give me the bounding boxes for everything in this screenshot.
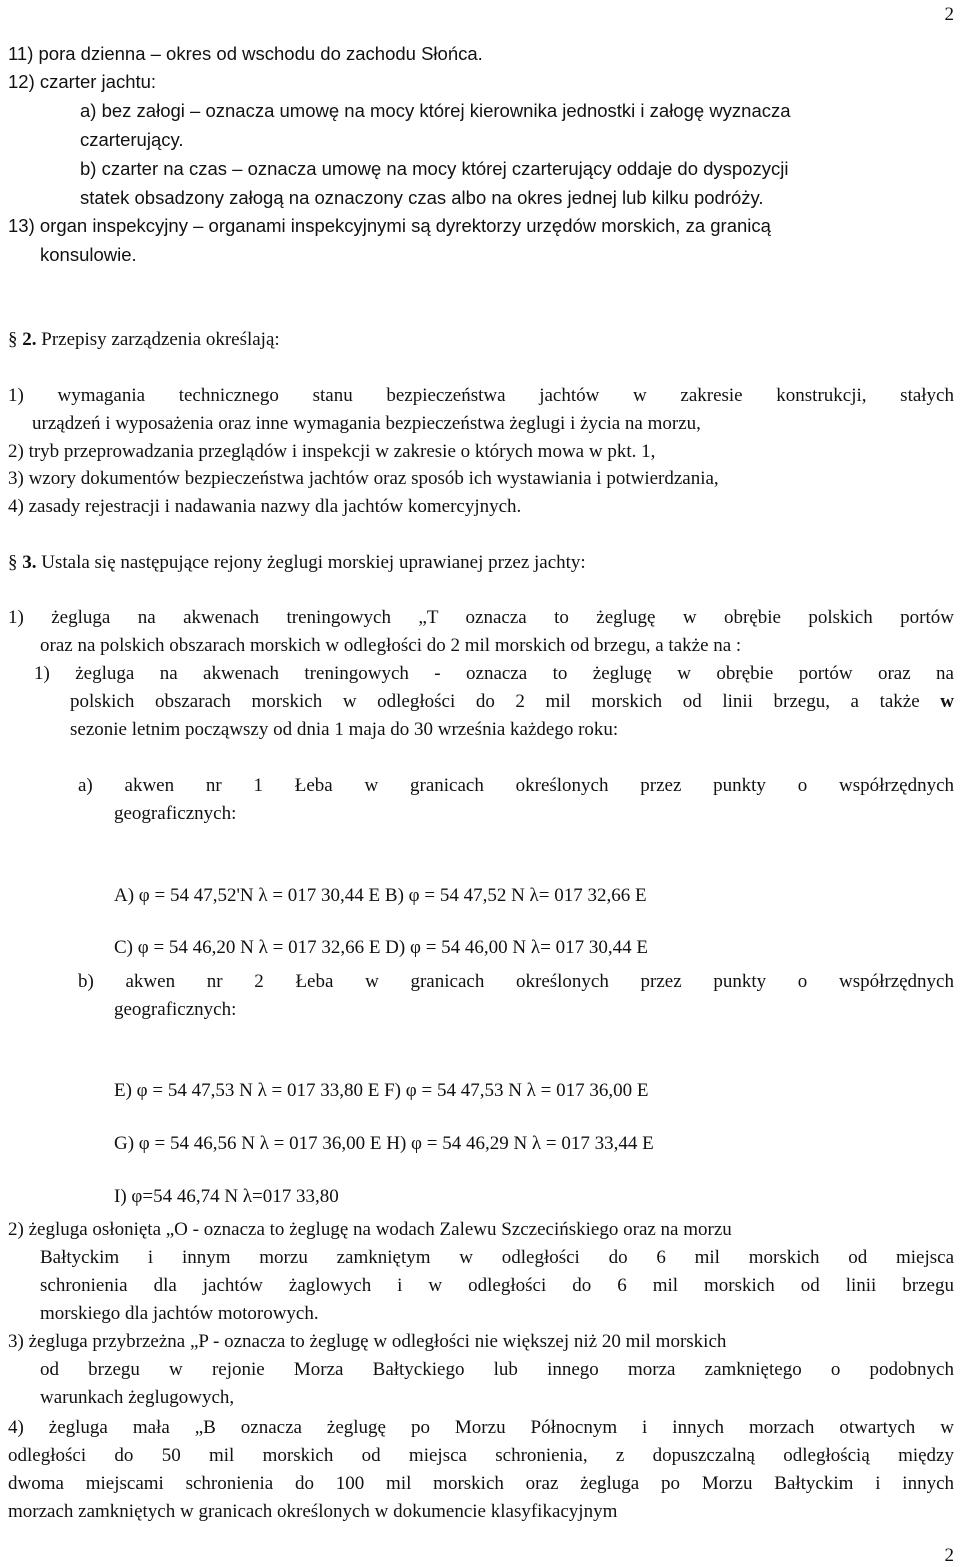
- definition-13-line2: konsulowie.: [40, 244, 137, 265]
- s3-point4-line4: morzach zamkniętych w granicach określonych w dokumencie klasyfikacyjnym: [8, 1501, 618, 1522]
- s3-point3-line2: od brzegu w rejonie Morza Bałtyckiego lub innego morza zamkniętego o podobnych: [40, 1359, 954, 1380]
- s3-point2-line3: schronienia dla jachtów żaglowych i w odległości do 6 mil morskich od linii brzegu: [40, 1275, 954, 1296]
- section-3-heading: [8, 551, 586, 575]
- s3-point4-line2: odległości do 50 mil morskich od miejsca schronienia, z dopuszczalną odległością między: [8, 1445, 954, 1466]
- s2-item4: 4) zasady rejestracji i nadawania nazwy dla jachtów komercyjnych.: [8, 496, 522, 517]
- definition-12a-line1: a) bez załogi – oznacza umowę na mocy której kierownika jednostki i załogę wyznacza: [80, 100, 791, 121]
- s3-point3-line3: warunkach żeglugowych,: [40, 1387, 235, 1408]
- s3-sub1-line3: sezonie letnim począwszy od dnia 1 maja do 30 września każdego roku:: [70, 719, 619, 740]
- section-number: 3.: [22, 552, 37, 573]
- definition-12b-line1: b) czarter na czas – oznacza umowę na mocy której czarterujący oddaje do dyspozycji: [80, 158, 789, 179]
- s3-sub1-line1: 1) żegluga na akwenach treningowych - oznacza to żeglugę w obrębie portów oraz na: [34, 663, 954, 684]
- s3-sub1-line2-bold: w: [940, 691, 954, 712]
- s3-point4-line3: dwoma miejscami schronienia do 100 mil morskich oraz żegluga po Morzu Bałtyckim i innych: [8, 1473, 954, 1494]
- page-number-bottom: 2: [944, 1545, 954, 1566]
- coordinates-i: I) φ=54 46,74 N λ=017 33,80: [114, 1186, 339, 1207]
- s3-point3-line1: 3) żegluga przybrzeżna „P - oznacza to żeglugę w odległości nie większej niż 20 mil morskich: [8, 1331, 727, 1352]
- section-2-heading: [8, 328, 280, 352]
- s3-point1-line1: 1) żegluga na akwenach treningowych „T oznacza to żeglugę w obrębie polskich portów: [8, 607, 954, 628]
- definition-12a-line2: czarterujący.: [80, 129, 184, 150]
- s3-point2-line4: morskiego dla jachtów motorowych.: [40, 1303, 319, 1324]
- paragraph-sign: §: [8, 329, 18, 350]
- definition-12b-line2: statek obsadzony załogą na oznaczony czas albo na okres jednej lub kilku podróży.: [80, 187, 764, 208]
- s2-item1-line2: urządzeń i wyposażenia oraz inne wymagania bezpieczeństwa żeglugi i życia na morzu,: [32, 413, 701, 434]
- akwen-1-line2: geograficznych:: [114, 803, 237, 824]
- definition-12: 12) czarter jachtu:: [8, 71, 157, 92]
- s3-sub1-line2-text: polskich obszarach morskich w odległości do 2 mil morskich od linii brzegu, a także: [70, 691, 941, 712]
- akwen-2-line2: geograficznych:: [114, 999, 237, 1020]
- definition-13-line1: 13) organ inspekcyjny – organami inspekcyjnymi są dyrektorzy urzędów morskich, za granicą: [8, 215, 771, 236]
- definition-11: 11) pora dzienna – okres od wschodu do zachodu Słońca.: [8, 43, 483, 64]
- s2-item1-line1: 1) wymagania technicznego stanu bezpieczeństwa jachtów w zakresie konstrukcji, stałych: [8, 385, 954, 406]
- section-heading-text: Ustala się następujące rejony żeglugi morskiej uprawianej przez jachty:: [41, 552, 586, 573]
- s2-item2: 2) tryb przeprowadzania przeglądów i inspekcji w zakresie o których mowa w pkt. 1,: [8, 441, 656, 462]
- s3-point2-line2: Bałtyckim i innym morzu zamkniętym w odległości do 6 mil morskich od miejsca: [40, 1247, 954, 1268]
- s3-point2-line1: 2) żegluga osłonięta „O - oznacza to żeglugę na wodach Zalewu Szczecińskiego oraz na morzu: [8, 1219, 732, 1240]
- akwen-2-line1: b) akwen nr 2 Łeba w granicach określonych przez punkty o współrzędnych: [78, 971, 954, 992]
- s3-point1-line2: oraz na polskich obszarach morskich w odległości do 2 mil morskich od brzegu, a także na :: [40, 635, 742, 656]
- section-number: 2.: [22, 329, 37, 350]
- coordinates-a-b: A) φ = 54 47,52'N λ = 017 30,44 E B) φ = 54 47,52 N λ= 017 32,66 E: [114, 885, 647, 906]
- s2-item3: 3) wzory dokumentów bezpieczeństwa jachtów oraz sposób ich wystawiania i potwierdzania,: [8, 468, 719, 489]
- section-heading-text: Przepisy zarządzenia określają:: [41, 329, 280, 350]
- s3-point4-line1: 4) żegluga mała „B oznacza żeglugę po Morzu Północnym i innych morzach otwartych w: [8, 1417, 954, 1438]
- page-number-top: 2: [944, 4, 954, 25]
- coordinates-e-f: E) φ = 54 47,53 N λ = 017 33,80 E F) φ = 54 47,53 N λ = 017 36,00 E: [114, 1080, 649, 1101]
- akwen-1-line1: a) akwen nr 1 Łeba w granicach określonych przez punkty o współrzędnych: [78, 775, 954, 796]
- coordinates-g-h: G) φ = 54 46,56 N λ = 017 36,00 E H) φ = 54 46,29 N λ = 017 33,44 E: [114, 1133, 654, 1154]
- s3-sub1-line2: [70, 690, 954, 714]
- paragraph-sign: §: [8, 552, 18, 573]
- coordinates-c-d: C) φ = 54 46,20 N λ = 017 32,66 E D) φ = 54 46,00 N λ= 017 30,44 E: [114, 937, 648, 958]
